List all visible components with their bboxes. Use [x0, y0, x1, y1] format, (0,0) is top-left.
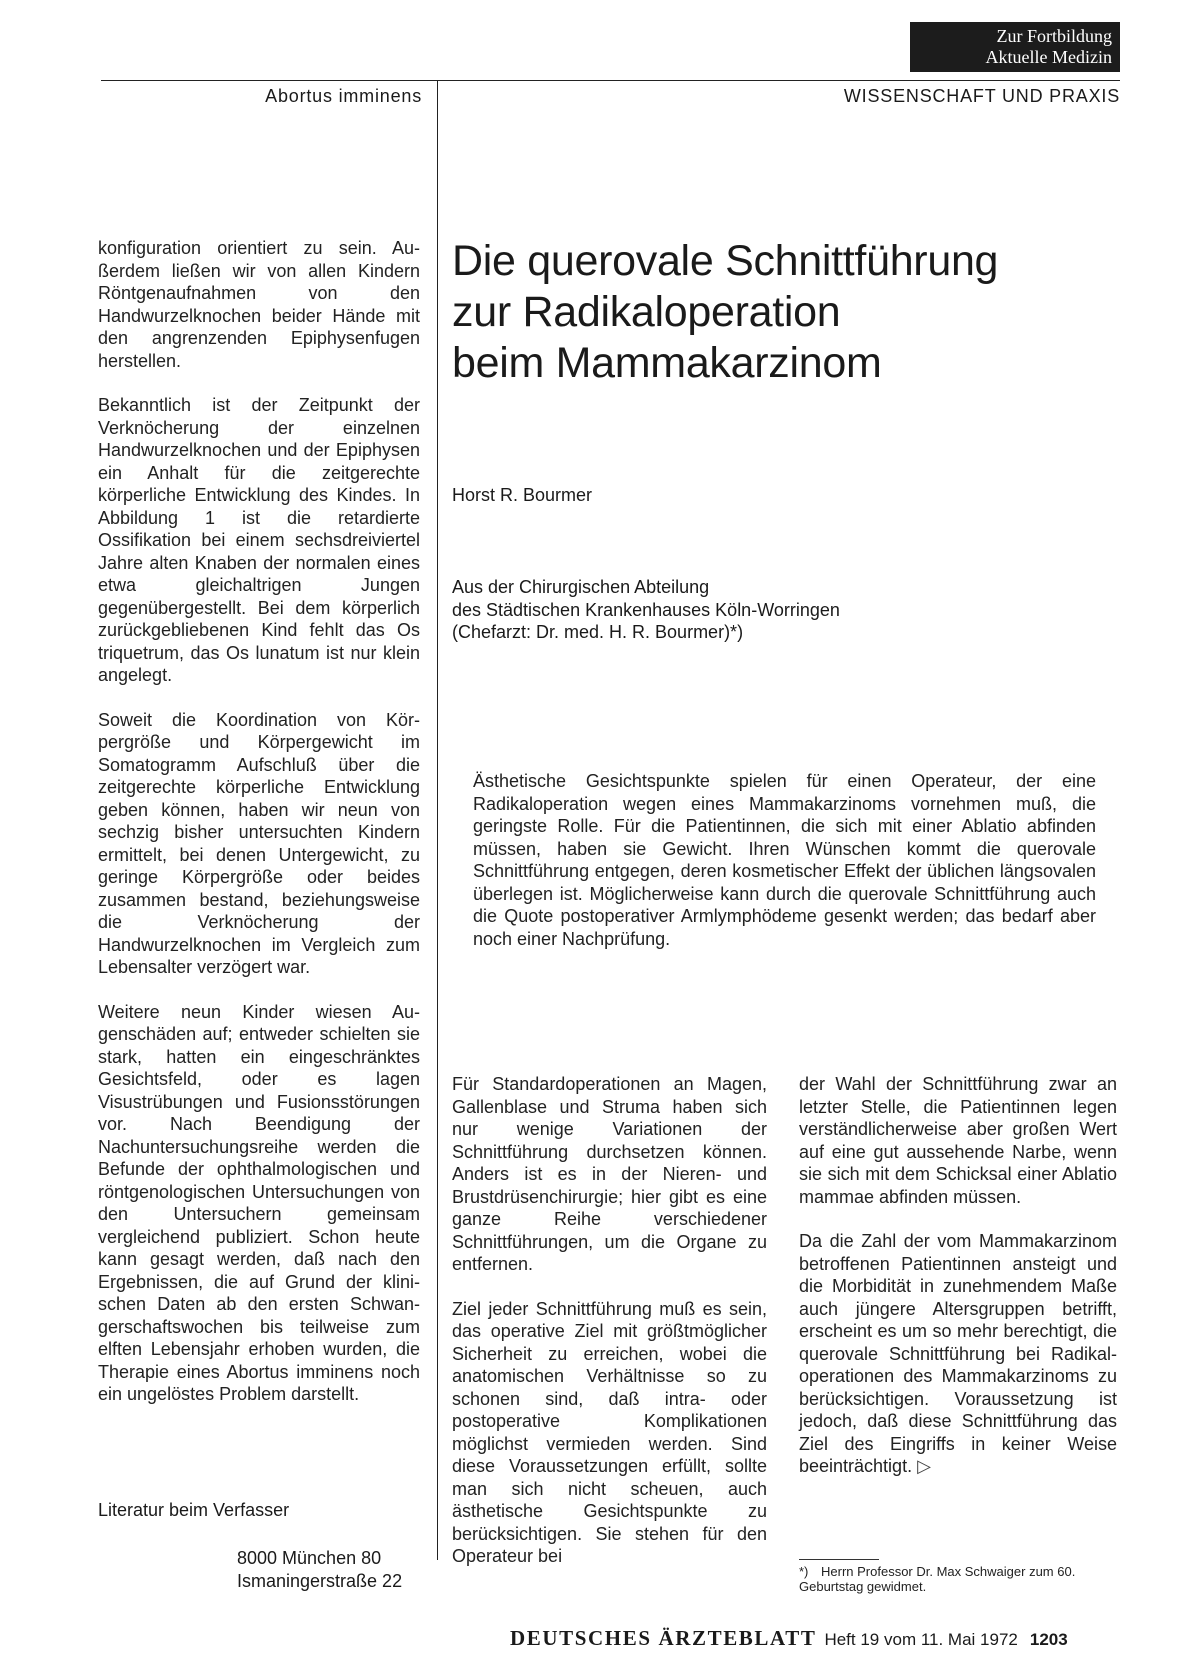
footnote-text: Herrn Professor Dr. Max Schwaiger zum 60. Geburtstag gewidmet. [799, 1564, 1076, 1594]
middle-column [452, 1073, 767, 1568]
middle-paragraph: Ziel jeder Schnittführung muß es sein, das operative Ziel mit größtmöglicher Sicherheit zu erreichen, wobei die anatomischen Verhältnisse so zu schonen sind, daß intra- oder postoperative Komplikationen möglichst vermieden werden. Sind diese Voraussetzungen erfüllt, sollte man sich nicht scheuen, auch ästhetische Gesichtspunkte zu berücksichtigen. Sie stehen für den Operateur bei [452, 1298, 767, 1566]
address-line-1: 8000 München 80 [237, 1548, 382, 1568]
left-paragraph: Bekanntlich ist der Zeitpunkt der Verknöcherung der einzelnen Handwurzelknochen und der Epiphysen ein Anhalt für die zeitgerechte körperliche Entwicklung des Kindes. In Abbildung 1 ist die retardierte Ossifikation bei einem sechsdreiviertel Jahre alten Knaben der normalen eines etwa gleichaltrigen Jungen gegenübergestellt. Bei dem körperlich zurückgebliebenen Kind fehlt das Os triquetrum, das Os lunatum ist nur klein angelegt. [98, 395, 420, 685]
left-column [98, 237, 420, 1406]
issue-info: Heft 19 vom 11. Mai 1972 [824, 1630, 1018, 1649]
title-line-3: beim Mammakarzinom [452, 339, 882, 387]
author-address [237, 1547, 402, 1592]
left-paragraph: Weitere neun Kinder wiesen Augenschäden auf; entweder schielten sie stark, hatten ein eingeschränktes Gesichtsfeld, oder es lagen Visustrübungen und Fusionsstörungen vor. Nach Beendigung der Nachuntersuchungsreihe werden die Befunde der ophthalmologischen und röntgenologischen Untersuchungen von den Untersuchern gemeinsam vergleichend publiziert. Schon heute kann gesagt werden, daß nach den Ergebnissen, die auf Grund der klinischen Daten ab den ersten Schwangerschaftswochen bis teilweise zum elften Lebensjahr erhoben wurden, die Therapie eines Abortus imminens noch ein ungelöstes Problem darstellt. [98, 1001, 420, 1404]
title-line-1: Die querovale Schnittführung [452, 237, 999, 285]
journal-name: DEUTSCHES ÄRZTEBLATT [510, 1626, 817, 1650]
article-title [452, 236, 1092, 389]
literature-note: Literatur beim Verfasser [98, 1500, 290, 1520]
page-footer [510, 1626, 1068, 1651]
title-line-2: zur Radikaloperation [452, 288, 841, 336]
page-number: 1203 [1029, 1630, 1068, 1649]
affiliation-line-2: des Städtischen Krankenhauses Köln-Worringen [452, 599, 840, 620]
affiliation-line-1: Aus der Chirurgischen Abteilung [452, 577, 710, 597]
left-paragraph: konfiguration orientiert zu sein. Außerdem ließen wir von allen Kindern Röntgenaufnahmen von den Handwurzelknochen beider Hände mit den angrenzenden Epiphysenfugen herstellen. [98, 238, 420, 371]
section-badge [910, 22, 1120, 72]
running-head-right: WISSENSCHAFT UND PRAXIS [843, 86, 1120, 106]
column-divider [437, 80, 438, 1560]
footnote-mark: *) [799, 1564, 809, 1579]
article-author: Horst R. Bourmer [452, 485, 593, 505]
right-paragraph: der Wahl der Schnittführung zwar an letzter Stelle, die Patientinnen legen verständlicherweise aber großen Wert auf eine gut aussehende Narbe, wenn sie sich mit dem Schicksal einer Ablatio mammae abfinden müssen. [799, 1074, 1117, 1207]
right-paragraph-text: Da die Zahl der vom Mammakarzinom betroffenen Patientinnen ansteigt und die Morbidität in zunehmendem Maße auch jüngere Altersgruppen betrifft, erscheint es um so mehr berechtigt, die querovale Schnittführung bei Radikaloperationen des Mammakarzinoms zu berücksichtigen. Voraussetzung ist jedoch, daß diese Schnittführung das Ziel des Eingriffs in keiner Weise beeinträchtigt. [799, 1231, 1117, 1476]
left-paragraph: Soweit die Koordination von Körpergröße und Körpergewicht im Somatogramm Aufschluß über die zeitgerechte körperliche Entwicklung geben können, haben wir neun von sechzig bisher untersuchten Kindern ermittelt, bei denen Untergewicht, zu geringe Körpergröße oder beides zusammen bestand, beziehungsweise die Verknöcherung der Handwurzelknochen im Vergleich zum Lebensalter verzögert war. [98, 709, 420, 977]
footnote-rule [799, 1559, 879, 1560]
badge-line-2: Aktuelle Medizin [985, 47, 1112, 67]
author-affiliation [452, 576, 840, 644]
footnote [799, 1564, 1117, 1594]
middle-paragraph: Für Standardoperationen an Magen, Gallenblase und Struma haben sich nur wenige Variationen der Schnittführung durchsetzen können. Anders ist es in der Nieren- und Brustdrüsenchirurgie; hier gibt es eine ganze Reihe verschiedener Schnittführungen, um die Organe zu entfernen. [452, 1074, 767, 1274]
running-head-left: Abortus imminens [265, 86, 422, 106]
badge-line-1: Zur Fortbildung [996, 26, 1112, 46]
continue-arrow-icon: ▷ [917, 1456, 931, 1476]
header-rule [101, 80, 1120, 81]
right-paragraph [799, 1230, 1117, 1478]
address-line-2: Ismaningerstraße 22 [237, 1570, 403, 1591]
article-abstract: Ästhetische Gesichtspunkte spielen für einen Operateur, der eine Radikaloperation wegen eines Mammakarzinoms vornehmen muß, die geringste Rolle. Für die Patientinnen, die sich mit einer Ablatio abfinden müssen, haben sie Gewicht. Ihren Wünschen kommt die querovale Schnittführung entgegen, deren kosmetischer Effekt der üblichen längsovalen überlegen ist. Möglicherweise kann durch die querovale Schnittführung auch die Quote postoperativer Armlymphödeme gesenkt werden; das bedarf aber noch einer Nachprüfung. [473, 771, 1096, 949]
right-column [799, 1073, 1117, 1478]
affiliation-line-3: (Chefarzt: Dr. med. H. R. Bourmer)*) [452, 622, 744, 642]
